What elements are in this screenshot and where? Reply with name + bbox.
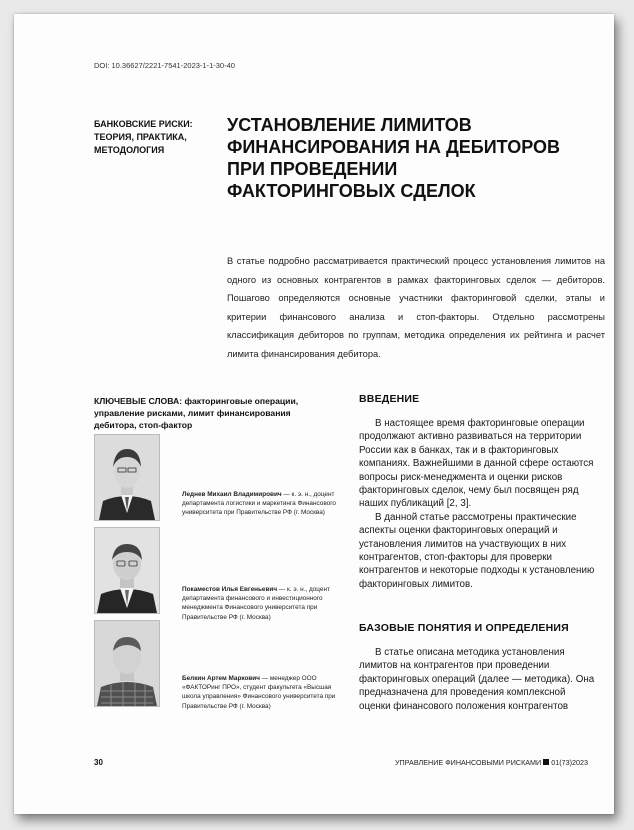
author-card <box>94 620 344 710</box>
paragraph: В данной статье рассмотрены практические аспекты оценки факторинговых операций и установления лимитов на участвующих в них контрагентов, стоп-факторы для проверки контрагентов и некоторые подходы к установлению факторинговых лимитов. <box>359 511 595 590</box>
square-separator-icon <box>543 759 549 765</box>
introduction-section <box>359 393 599 591</box>
author-card <box>94 527 344 621</box>
author-name: Покаместов Илья Евгеньевич <box>182 586 278 593</box>
section-heading: БАЗОВЫЕ ПОНЯТИЯ И ОПРЕДЕЛЕНИЯ <box>359 622 569 634</box>
author-name: Леднев Михаил Владимирович <box>182 491 282 498</box>
author-info <box>182 490 342 518</box>
journal-issue: 01(73)2023 <box>551 758 588 767</box>
article-abstract: В статье подробно рассматривается практический процесс установления лимитов на одного из основных контрагентов в рамках факторинговых сделок — дебиторов. Пошагово определяются основные участники факторинговой сделки, этапы и критерии финансового анализа и стоп-факторы. Отдельно рассмотрены классификация дебиторов по группам, методика определения их рейтинга и расчет лимита финансирования дебитора. <box>227 256 605 359</box>
author-info <box>182 585 342 622</box>
article-title: УСТАНОВЛЕНИЕ ЛИМИТОВ ФИНАНСИРОВАНИЯ НА ДЕБИТОРОВ ПРИ ПРОВЕДЕНИИ ФАКТОРИНГОВЫХ СДЕЛОК <box>227 115 560 201</box>
journal-name: УПРАВЛЕНИЕ ФИНАНСОВЫМИ РИСКАМИ <box>394 758 542 767</box>
journal-footer <box>395 758 588 767</box>
doi-text: DOI: 10.36627/2221-7541-2023-1-1-30-40 <box>94 61 235 70</box>
page-number: 30 <box>94 758 103 767</box>
author-name: Белкин Артем Маркович <box>182 675 260 682</box>
section-label: БАНКОВСКИЕ РИСКИ: ТЕОРИЯ, ПРАКТИКА, МЕТОДОЛОГИЯ <box>94 119 193 155</box>
paragraph: В статье описана методика установления лимитов на контрагентов при проведении факторинговых операций (далее — методика). Она предназначена для проведения комплексной оценки финансового положения контрагентов <box>359 647 595 712</box>
section-heading: ВВЕДЕНИЕ <box>359 393 420 405</box>
keywords: КЛЮЧЕВЫЕ СЛОВА: факторинговые операции, управление рисками, лимит финансирования дебитора, стоп-фактор <box>94 396 299 430</box>
author-photo <box>94 620 160 707</box>
paragraph: В настоящее время факторинговые операции продолжают активно развиваться на территории России как в банках, так и в факторинговых компаниях. Важнейшими в данной сфере остаются вопросы риск-менеджмента и оценки рисков факторинговых сделок, чему был посвящен ряд наших публикаций [2, 3]. <box>359 418 594 510</box>
journal-page <box>14 14 614 814</box>
author-photo <box>94 434 160 521</box>
author-info <box>182 674 342 711</box>
author-card <box>94 434 344 519</box>
author-description: — к. э. н., доцент департамента финансового и инвестиционного менеджмента Финансового университета при Правительстве РФ (г. Москва) <box>182 586 330 621</box>
author-description: — к. э. н., доцент департамента логистики и маркетинга Финансового университета при Правительстве РФ (г. Москва) <box>182 491 336 517</box>
basic-concepts-section <box>359 622 599 713</box>
author-description: — менеджер ООО «ФАКТОРинг ПРО», студент факультета «Высшая школа управления» Финансового университета при Правительстве РФ (г. Москва) <box>182 675 336 710</box>
author-photo <box>94 527 160 614</box>
